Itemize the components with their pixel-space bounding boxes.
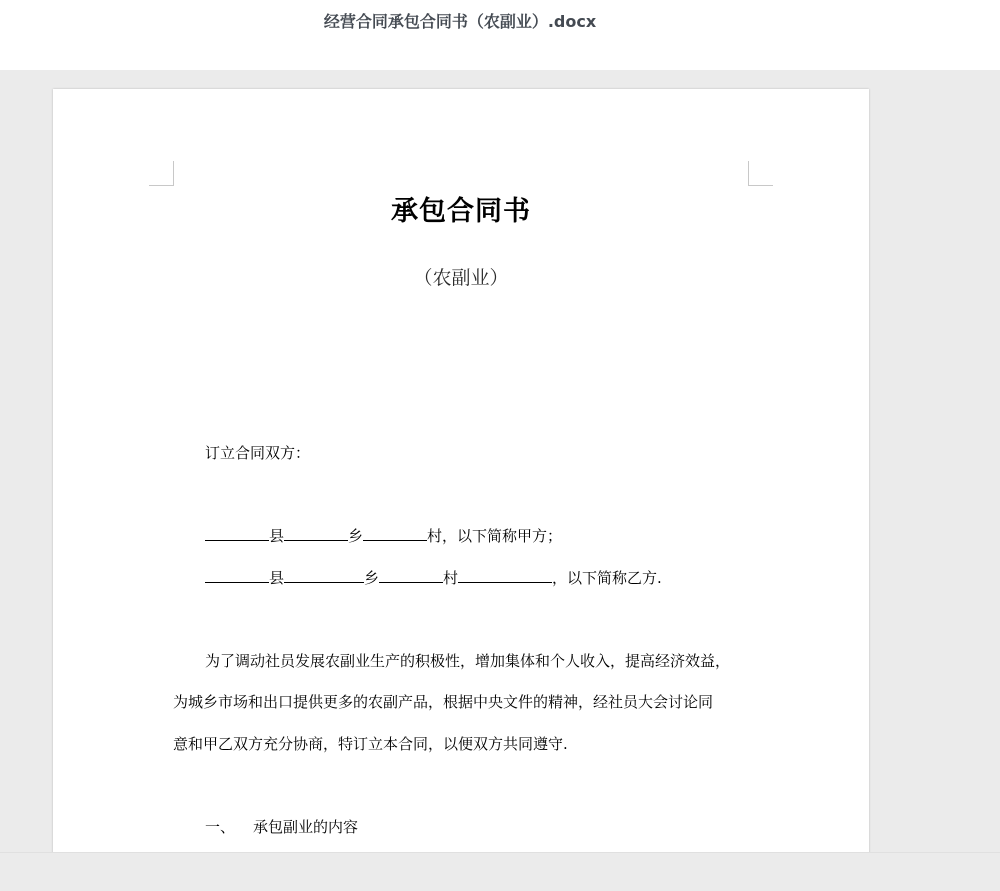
section-1-number: 一、 xyxy=(205,818,236,836)
document-title: 经营合同承包合同书（农副业）.docx xyxy=(323,12,597,31)
bottom-bar xyxy=(0,852,1000,891)
document-page[interactable] xyxy=(53,89,869,889)
village-blank[interactable] xyxy=(379,567,443,583)
parties-label: 订立合同双方： xyxy=(205,444,311,462)
preamble-line: 为了调动社员发展农副业生产的积极性，增加集体和个人收入，提高经济效益， xyxy=(205,652,731,670)
village-blank[interactable] xyxy=(363,525,427,541)
section-1-title: 承包副业的内容 xyxy=(253,818,359,836)
margin-corner-top-right xyxy=(748,161,773,186)
county-blank[interactable] xyxy=(205,567,269,583)
party-a-suffix: ，以下简称甲方； xyxy=(442,527,563,545)
village-label: 村 xyxy=(427,527,443,545)
title-bar xyxy=(0,0,1000,70)
township-label: 乡 xyxy=(348,527,364,545)
county-label: 县 xyxy=(269,569,285,587)
preamble-line: 意和甲乙双方充分协商，特订立本合同，以便双方共同遵守. xyxy=(173,735,568,753)
township-blank[interactable] xyxy=(284,567,364,583)
village-label: 村 xyxy=(443,569,459,587)
township-blank[interactable] xyxy=(284,525,348,541)
party-b-line xyxy=(205,567,662,588)
preamble-line: 为城乡市场和出口提供更多的农副产品，根据中央文件的精神，经社员大会讨论同 xyxy=(173,693,714,711)
party-b-suffix: ，以下简称乙方. xyxy=(552,569,662,587)
margin-corner-top-left xyxy=(149,161,174,186)
county-blank[interactable] xyxy=(205,525,269,541)
party-a-line xyxy=(205,525,562,546)
contract-heading: 承包合同书 xyxy=(391,196,531,227)
contract-subheading: （农副业） xyxy=(413,267,509,289)
township-label: 乡 xyxy=(364,569,380,587)
county-label: 县 xyxy=(269,527,285,545)
party-b-name-blank[interactable] xyxy=(458,567,552,583)
